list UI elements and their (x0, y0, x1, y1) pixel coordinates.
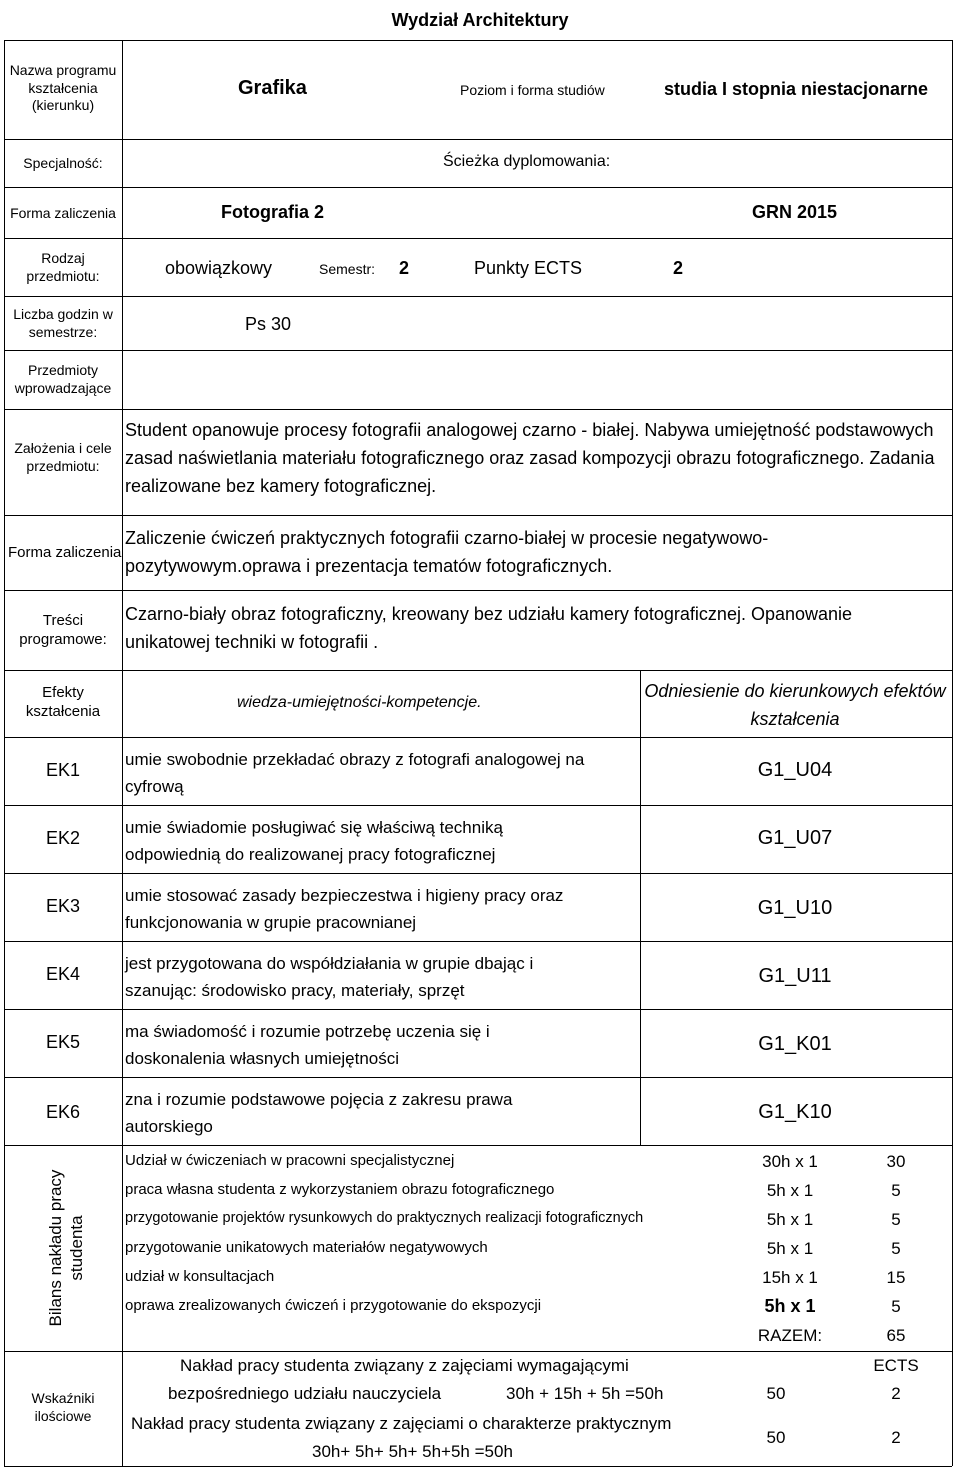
outcome-description: umie swobodnie przekładać obrazy z fotografi analogowej na cyfrową (125, 750, 585, 797)
outcomes-heading: wiedza-umiejętności-kompetencje. (237, 694, 482, 711)
content-label: Treści programowe: (19, 612, 107, 648)
course-type-label: Rodzaj przedmiotu: (26, 250, 100, 284)
indicator-practical-line1: Nakład pracy studenta związany z zajęciami o charakterze praktycznym (131, 1414, 672, 1433)
indicator-direct-line2: bezpośredniego udziału nauczyciela (168, 1384, 442, 1403)
workload-points: 5 (891, 1210, 901, 1229)
workload-activity: przygotowanie unikatowych materiałów negatywowych (125, 1239, 488, 1256)
workload-label: Bilans nakładu pracy studenta (45, 1169, 86, 1327)
workload-activity: udział w konsultacjach (125, 1268, 275, 1285)
outcomes-reference-heading: Odniesienie do kierunkowych efektów kształcenia (644, 681, 946, 729)
faculty-title: Wydział Architektury (391, 10, 569, 30)
workload-points: 30 (886, 1152, 906, 1171)
course-type-value: obowiązkowy (165, 258, 273, 278)
course-form-label: Forma zaliczenia (10, 205, 116, 221)
diploma-path-label: Ścieżka dyplomowania: (443, 153, 611, 170)
goals-text: Student opanowuje procesy fotografii analogowej czarno - białej. Nabywa umiejętność podstawowych zasad naświetlania materiału fotograficznego oraz zasad kompozycji obrazu fotograficznego. Zadania realizowane bez kamery fotograficznej. (125, 420, 935, 496)
outcome-id: EK2 (45, 828, 81, 848)
outcome-id: EK1 (45, 760, 81, 780)
outcome-description: ma świadomość i rozumie potrzebę uczenia się i doskonalenia własnych umiejętności (125, 1022, 490, 1069)
program-label: Nazwa programu kształcenia (kierunku) (9, 62, 117, 113)
workload-total-label: RAZEM: (757, 1326, 823, 1345)
outcome-code: G1_U04 (757, 759, 833, 781)
outcome-code: G1_K10 (758, 1101, 832, 1123)
outcome-id: EK3 (45, 896, 81, 916)
semester-label: Semestr: (319, 261, 376, 277)
outcome-code: G1_U07 (757, 827, 833, 849)
study-level-value: studia I stopnia niestacjonarne (664, 79, 929, 99)
goals-label: Założenia i cele przedmiotu: (14, 440, 112, 474)
outcome-description: jest przygotowana do współdziałania w grupie dbając i szanując: środowisko pracy, materiały, sprzęt (125, 954, 534, 1001)
workload-hours: 5h x 1 (766, 1239, 814, 1258)
workload-activity: oprawa zrealizowanych ćwiczeń i przygotowanie do ekspozycji (125, 1297, 542, 1314)
indicator-practical-hours: 50 (766, 1428, 786, 1447)
workload-hours: 5h x 1 (766, 1181, 814, 1200)
workload-total-value: 65 (886, 1326, 906, 1345)
workload-points: 5 (891, 1239, 901, 1258)
content-text: Czarno-biały obraz fotograficzny, kreowany bez udziału kamery fotograficznej. Opanowanie unikatowej techniki w fotografii . (125, 604, 853, 652)
specialization-label: Specjalność: (23, 155, 103, 171)
workload-points: 5 (891, 1297, 901, 1316)
hours-label: Liczba godzin w semestrze: (13, 306, 113, 340)
prerequisites-label: Przedmioty wprowadzające (14, 362, 112, 396)
workload-hours: 15h x 1 (762, 1268, 818, 1287)
outcome-description: zna i rozumie podstawowe pojęcia z zakresu prawa autorskiego (125, 1090, 513, 1137)
program-name: Grafika (238, 77, 307, 99)
outcome-code: G1_U11 (758, 965, 832, 987)
indicator-direct-ects: 2 (891, 1384, 901, 1403)
workload-activity: Udział w ćwiczeniach w pracowni specjalistycznej (125, 1152, 455, 1169)
outcome-description: umie stosować zasady bezpieczestwa i higieny pracy oraz funkcjonowania w grupie pracownianej (125, 886, 564, 933)
hours-value: Ps 30 (245, 314, 292, 334)
assessment-text: Zaliczenie ćwiczeń praktycznych fotografii czarno-białej w procesie negatywowo- pozytywowym.oprawa i prezentacja tematów fotograficznych. (125, 528, 769, 576)
outcome-id: EK6 (45, 1102, 81, 1122)
course-code: GRN 2015 (752, 202, 838, 222)
workload-activity: przygotowanie projektów rysunkowych do praktycznych realizacji fotograficznych (125, 1210, 644, 1226)
indicator-direct-hours: 50 (766, 1384, 786, 1403)
workload-activity: praca własna studenta z wykorzystaniem obrazu fotograficznego (125, 1181, 555, 1198)
workload-hours: 30h x 1 (762, 1152, 818, 1171)
outcome-id: EK5 (45, 1032, 81, 1052)
indicator-direct-line1: Nakład pracy studenta związany z zajęciami wymagającymi (180, 1356, 629, 1375)
workload-points: 5 (891, 1181, 901, 1200)
outcome-description: umie świadomie posługiwać się właściwą techniką odpowiednią do realizowanej pracy fotograficznej (125, 818, 503, 865)
indicators-label: Wskaźniki ilościowe (31, 1390, 95, 1424)
outcome-id: EK4 (45, 964, 81, 984)
outcomes-label: Efekty kształcenia (25, 684, 101, 720)
assessment-label: Forma zaliczenia (8, 544, 122, 561)
study-level-label: Poziom i forma studiów (460, 82, 605, 98)
workload-hours: 5h x 1 (764, 1296, 816, 1316)
indicators-ects-header: ECTS (873, 1356, 919, 1375)
ects-label: Punkty ECTS (474, 258, 583, 278)
indicator-practical-ects: 2 (891, 1428, 901, 1447)
indicator-direct-formula: 30h + 15h + 5h =50h (506, 1384, 664, 1403)
ects-value: 2 (673, 258, 684, 278)
workload-points: 15 (886, 1268, 906, 1287)
semester-value: 2 (399, 258, 410, 278)
workload-hours: 5h x 1 (766, 1210, 814, 1229)
indicator-practical-line2: 30h+ 5h+ 5h+ 5h+5h =50h (312, 1442, 513, 1461)
outcome-code: G1_U10 (757, 897, 833, 919)
outcome-code: G1_K01 (758, 1033, 832, 1055)
course-name: Fotografia 2 (221, 202, 325, 222)
